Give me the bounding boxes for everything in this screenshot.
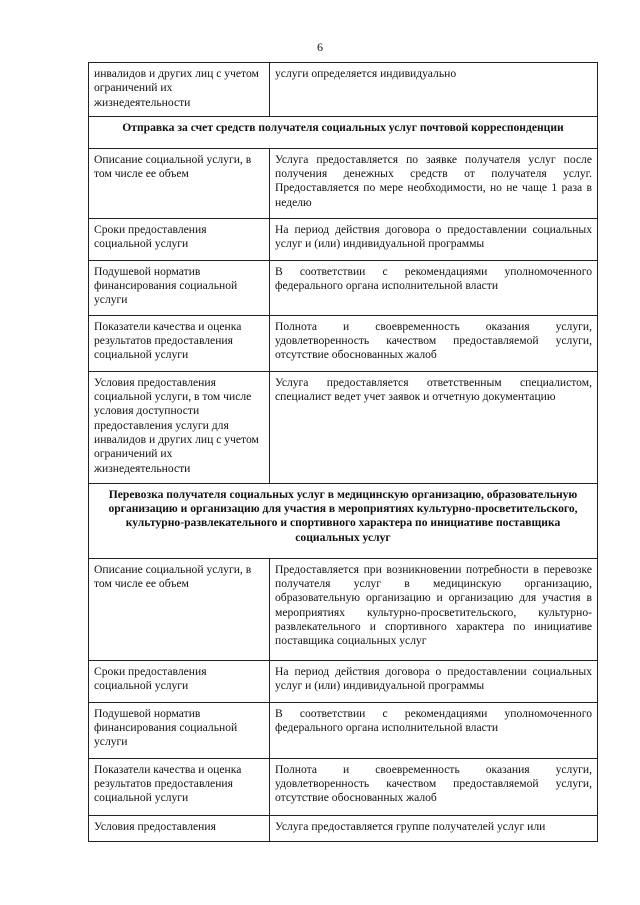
row-label: Сроки предоставления социальной услуги bbox=[89, 660, 270, 702]
row-label: Описание социальной услуги, в том числе ее объем bbox=[89, 148, 270, 218]
row-value: В соответствии с рекомендациями уполномоченного федерального органа исполнительной власти bbox=[270, 260, 598, 315]
page-number: 6 bbox=[317, 40, 323, 54]
row-label: Условия предоставления социальной услуги, в том числе условия доступности предоставления услуги для инвалидов и других лиц с учетом ограничений их жизнедеятельности bbox=[89, 371, 270, 483]
row-value: На период действия договора о предоставлении социальных услуг и (или) индивидуальной программы bbox=[270, 218, 598, 260]
row-value: В соответствии с рекомендациями уполномоченного федерального органа исполнительной власти bbox=[270, 702, 598, 758]
row-label: Показатели качества и оценка результатов предоставления социальной услуги bbox=[89, 758, 270, 815]
row-value: Услуга предоставляется ответственным специалистом, специалист ведет учет заявок и отчетную документацию bbox=[270, 371, 598, 483]
services-table bbox=[88, 62, 598, 842]
row-label: Описание социальной услуги, в том числе ее объем bbox=[89, 558, 270, 660]
table-row bbox=[89, 148, 598, 218]
table-row bbox=[89, 660, 598, 702]
table-row bbox=[89, 558, 598, 660]
table-row bbox=[89, 260, 598, 315]
row-label: Показатели качества и оценка результатов предоставления социальной услуги bbox=[89, 315, 270, 371]
row-value: На период действия договора о предоставлении социальных услуг и (или) индивидуальной программы bbox=[270, 660, 598, 702]
table-row bbox=[89, 218, 598, 260]
row-label: Подушевой норматив финансирования социальной услуги bbox=[89, 702, 270, 758]
section-header-row bbox=[89, 483, 598, 558]
row-label: Условия предоставления bbox=[89, 815, 270, 841]
section-title: Перевозка получателя социальных услуг в медицинскую организацию, образовательную организацию и организацию для участия в мероприятиях культурно-просветительского, культурно-развлекательного и спортивного характера по инициативе поставщика социальных услуг bbox=[89, 483, 598, 558]
row-value: Полнота и своевременность оказания услуги, удовлетворенность качеством предоставляемой услуги, отсутствие обоснованных жалоб bbox=[270, 758, 598, 815]
row-value: Услуга предоставляется по заявке получателя услуг после получения денежных средств от получателя услуг. Предоставляется по мере необходимости, но не чаще 1 раза в неделю bbox=[270, 148, 598, 218]
row-label: Сроки предоставления социальной услуги bbox=[89, 218, 270, 260]
table-row bbox=[89, 702, 598, 758]
row-value: Полнота и своевременность оказания услуги, удовлетворенность качеством предоставляемой услуги, отсутствие обоснованных жалоб bbox=[270, 315, 598, 371]
table-row bbox=[89, 758, 598, 815]
section-header-row bbox=[89, 116, 598, 148]
table-row bbox=[89, 815, 598, 841]
row-value: Предоставляется при возникновении потребности в перевозке получателя услуг в медицинскую организацию, образовательную организацию и организацию для участия в мероприятиях культурно-просветительского, культурно-развлекательного и спортивного характера по инициативе поставщика социальных услуг bbox=[270, 558, 598, 660]
section-title: Отправка за счет средств получателя социальных услуг почтовой корреспонденции bbox=[89, 116, 598, 148]
row-value: Услуга предоставляется группе получателей услуг или bbox=[270, 815, 598, 841]
table-row bbox=[89, 371, 598, 483]
table-row bbox=[89, 63, 598, 117]
row-label: Подушевой норматив финансирования социальной услуги bbox=[89, 260, 270, 315]
row-label: инвалидов и других лиц с учетом ограничений их жизнедеятельности bbox=[89, 63, 270, 117]
table-row bbox=[89, 315, 598, 371]
row-value: услуги определяется индивидуально bbox=[270, 63, 598, 117]
